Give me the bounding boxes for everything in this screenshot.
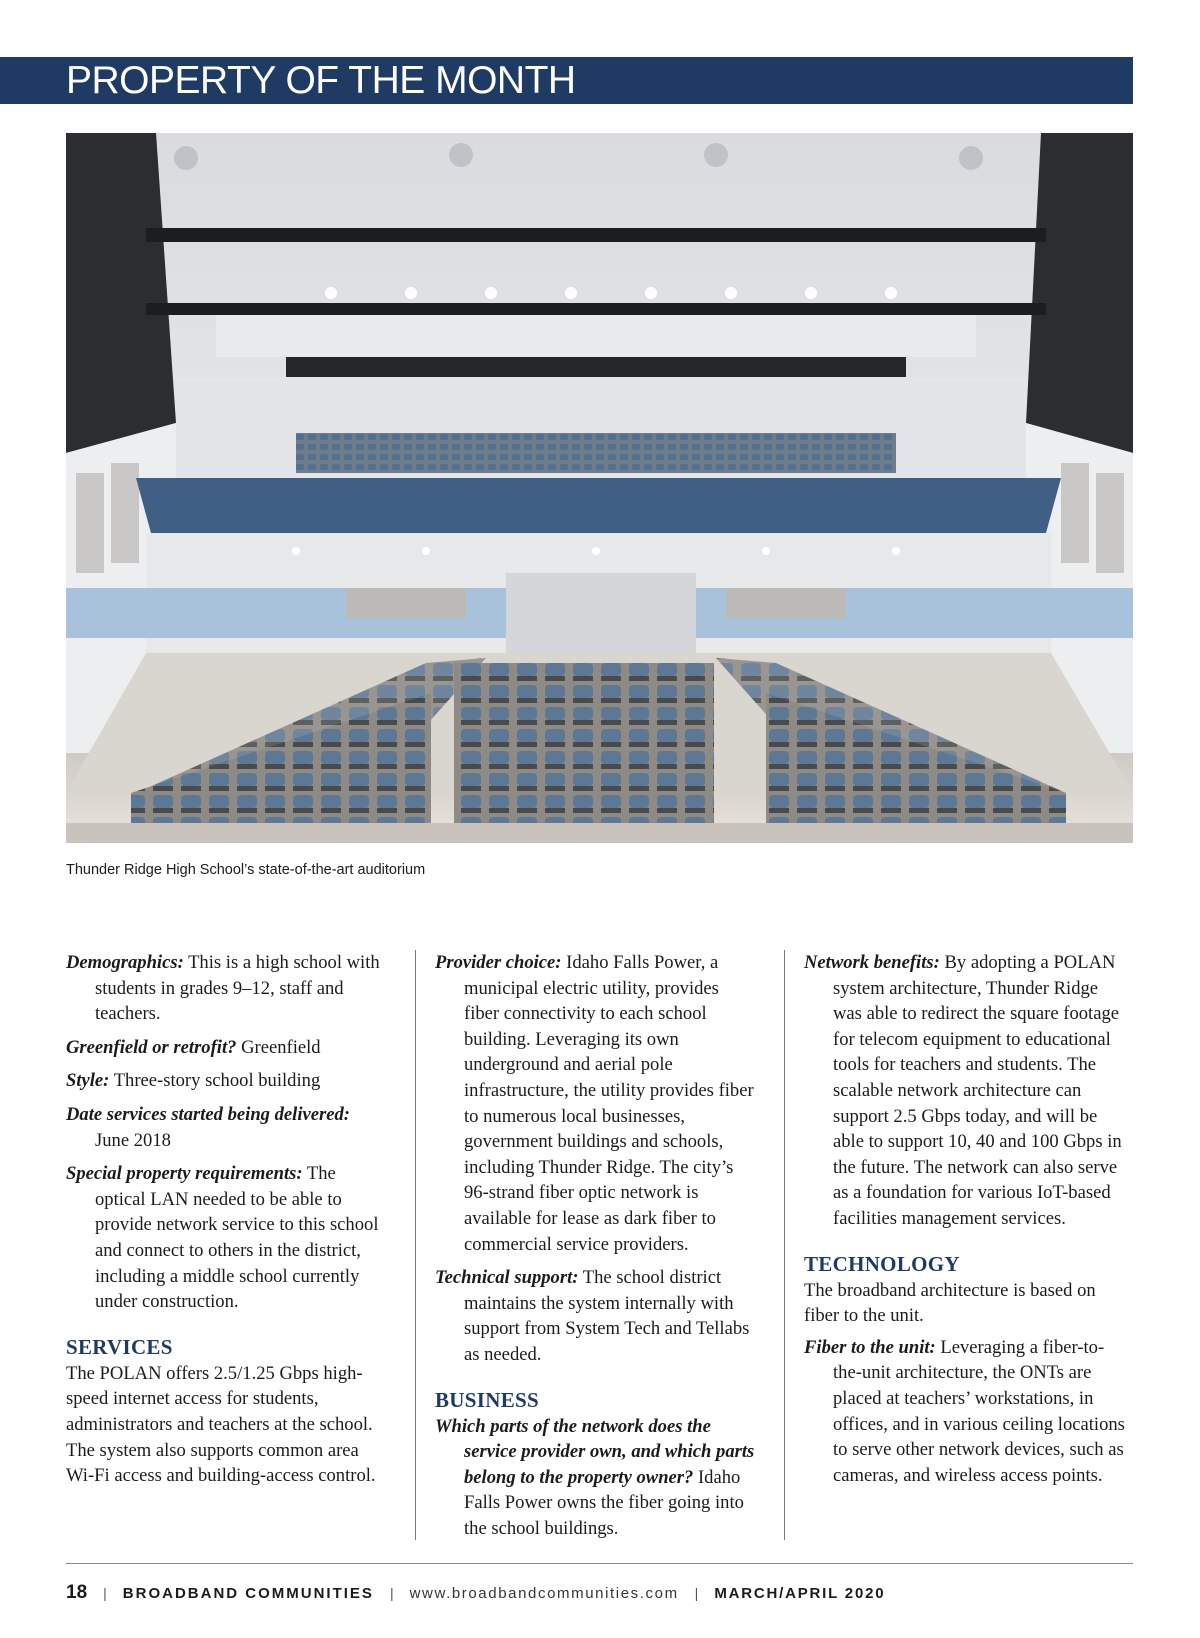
publication-url: www.broadbandcommunities.com — [409, 1585, 679, 1602]
fiber-to-unit-text: Leveraging a fiber-to-the-unit architecture, the ONTs are placed at teachers’ workstations, in offices, and in various ceiling locations to serve other network devices, such as cameras, and wireless access points. — [833, 1336, 1125, 1486]
network-benefits-label: Network benefits: — [804, 952, 940, 973]
special-requirements-entry — [66, 1161, 388, 1315]
demographics-label: Demographics: — [66, 952, 184, 973]
style-text: Three-story school building — [113, 1070, 321, 1092]
footer-separator: | — [389, 1585, 394, 1601]
column-3 — [804, 950, 1126, 1496]
column-divider — [415, 950, 416, 1540]
network-benefits-text: By adopting a POLAN system architecture, Thunder Ridge was able to redirect the square footage for telecom equipment to educational tools for teachers and students. The scalable network architecture can support 2.5 Gbps today, and will be able to support 10, 40 and 100 Gbps in the future. The network can also serve as a foundation for various IoT-based facilities management services. — [833, 952, 1122, 1229]
auditorium-photo — [66, 133, 1133, 843]
provider-label: Provider choice: — [435, 952, 562, 973]
greenfield-label: Greenfield or retrofit? — [66, 1036, 237, 1058]
page-footer — [66, 1582, 885, 1604]
photo-caption: Thunder Ridge High School’s state-of-the-art auditorium — [66, 862, 426, 878]
greenfield-text: Greenfield — [241, 1036, 321, 1058]
network-benefits-entry — [804, 950, 1126, 1232]
technology-text: The broadband architecture is based on fiber to the unit. — [804, 1279, 1096, 1327]
technical-support-label: Technical support: — [435, 1267, 579, 1289]
demographics-entry — [66, 950, 388, 1027]
column-1 — [66, 950, 388, 1495]
fiber-to-unit-label: Fiber to the unit: — [804, 1336, 936, 1358]
date-label: Date services started being delivered: — [66, 1103, 350, 1125]
section-title: PROPERTY OF THE MONTH — [66, 59, 576, 102]
publication-name: BROADBAND COMMUNITIES — [122, 1585, 374, 1602]
column-divider — [784, 950, 785, 1540]
special-requirements-label: Special property requirements: — [66, 1163, 303, 1185]
footer-separator: | — [694, 1585, 699, 1601]
date-text: June 2018 — [95, 1129, 171, 1151]
page-number: 18 — [66, 1582, 88, 1603]
provider-entry — [435, 950, 757, 1257]
business-entry — [435, 1414, 757, 1542]
technology-heading: TECHNOLOGY — [804, 1251, 960, 1276]
special-requirements-text: The optical LAN needed to be able to provide network service to this school and connect to others in the district, including a middle school currently under construction. — [95, 1163, 379, 1313]
services-text: The POLAN offers 2.5/1.25 Gbps high-speed internet access for students, administrators and teachers at the school. The system also supports common area Wi-Fi access and building-access control. — [66, 1362, 376, 1487]
technical-support-entry — [435, 1265, 757, 1367]
footer-divider — [66, 1563, 1133, 1564]
technical-support-text: The school district maintains the system internally with support from System Tech and Tellabs as needed. — [464, 1267, 750, 1365]
style-entry — [66, 1068, 388, 1094]
column-2 — [435, 950, 757, 1549]
date-entry — [66, 1102, 388, 1153]
business-answer: Idaho Falls Power owns the fiber going into the school buildings. — [464, 1466, 744, 1539]
greenfield-entry — [66, 1035, 388, 1061]
fiber-to-unit-entry — [804, 1335, 1126, 1489]
business-question: Which parts of the network does the service provider own, and which parts belong to the property owner? — [435, 1415, 755, 1488]
issue-date: MARCH/APRIL 2020 — [714, 1585, 886, 1602]
services-heading: SERVICES — [66, 1334, 173, 1359]
demographics-text: This is a high school with students in grades 9–12, staff and teachers. — [95, 952, 380, 1025]
provider-text: Idaho Falls Power, a municipal electric utility, provides fiber connectivity to each school building. Leveraging its own underground and aerial pole infrastructure, the utility provides fiber to numerous local businesses, government buildings and schools, including Thunder Ridge. The city’s 96-strand fiber optic network is available for lease as dark fiber to commercial service providers. — [464, 952, 754, 1255]
section-banner — [0, 57, 1133, 104]
business-heading: BUSINESS — [435, 1387, 539, 1412]
footer-separator: | — [103, 1585, 107, 1601]
style-label: Style: — [66, 1070, 110, 1092]
